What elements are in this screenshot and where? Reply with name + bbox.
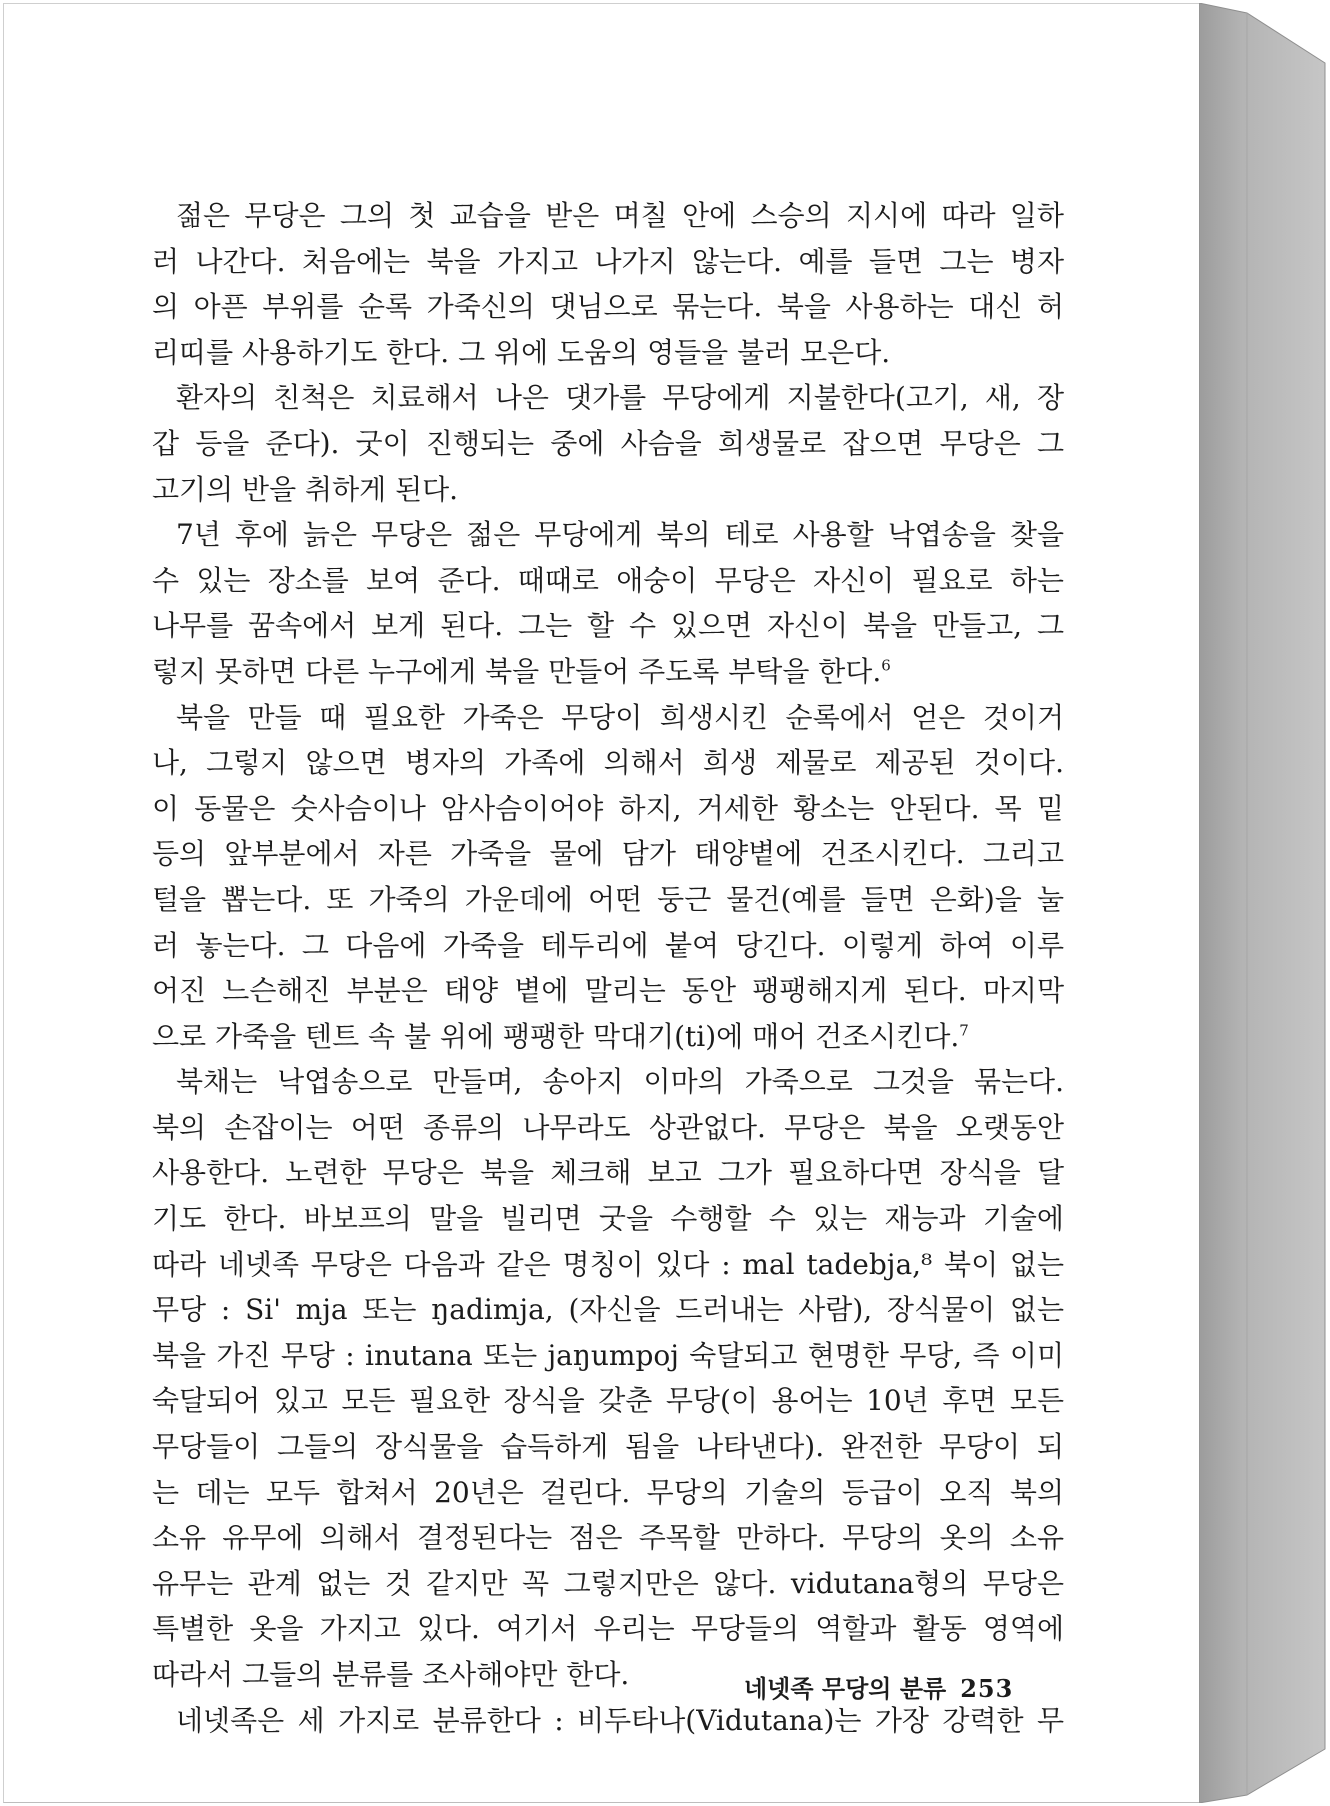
text-line: 이 동물은 숫사슴이나 암사슴이어야 하지, 거세한 황소는 안된다. 목 밑 [152,791,1064,825]
text-line: 털을 뽑는다. 또 가죽의 가운데에 어떤 둥근 물건(예를 들면 은화)을 눌 [152,882,1064,916]
book-edge [1199,3,1327,1803]
text-line: 수 있는 장소를 보여 준다. 때때로 애숭이 무당은 자신이 필요로 하는 [152,563,1064,597]
text-line: 소유 유무에 의해서 결정된다는 점은 주목할 만하다. 무당의 옷의 소유 [152,1521,1064,1555]
text-line: 사용한다. 노련한 무당은 북을 체크해 보고 그가 필요하다면 장식을 달 [152,1156,1064,1190]
text-line: 북을 만들 때 필요한 가죽은 무당이 희생시킨 순록에서 얻은 것이거 [176,700,1064,734]
text-line: 러 놓는다. 그 다음에 가죽을 테두리에 붙여 당긴다. 이렇게 하여 이루 [152,928,1064,962]
text-line: 리띠를 사용하기도 한다. 그 위에 도움의 영들을 불러 모은다. [152,335,891,369]
text-line: 숙달되어 있고 모든 필요한 장식을 갖춘 무당(이 용어는 10년 후면 모든 [152,1384,1064,1418]
page-number: 253 [960,1674,1014,1703]
text-line: 나무를 꿈속에서 보게 된다. 그는 할 수 있으면 자신이 북을 만들고, 그 [152,609,1064,643]
text-line: 젊은 무당은 그의 첫 교습을 받은 며칠 안에 스승의 지시에 따라 일하 [176,199,1064,232]
text-line: 나, 그렇지 않으면 병자의 가족에 의해서 희생 제물로 제공된 것이다. [152,746,1064,780]
paragraph [152,1698,1064,1744]
footnote-marker: 6 [881,656,891,675]
text-line: 러 나간다. 처음에는 북을 가지고 나가지 않는다. 예를 들면 그는 병자 [152,244,1064,278]
text-line: 환자의 친척은 치료해서 나은 댓가를 무당에게 지불한다(고기, 새, 장 [176,381,1064,415]
text-line: 특별한 옷을 가지고 있다. 여기서 우리는 무당들의 역할과 활동 영역에 [152,1612,1064,1646]
text-line: 어진 느슨해진 부분은 태양 볕에 말리는 동안 팽팽해지게 된다. 마지막 [152,974,1064,1008]
text-line: 네넷족은 세 가지로 분류한다 : 비두타나(Vidutana)는 가장 강력한 무 [176,1703,1064,1737]
body-text [152,193,1064,1743]
text-line: 등의 앞부분에서 자른 가죽을 물에 담가 태양볕에 건조시킨다. 그리고 [152,837,1064,871]
paragraph [152,193,1064,375]
text-line: 무당들이 그들의 장식물을 습득하게 됨을 나타낸다). 완전한 무당이 되 [152,1430,1064,1464]
page-footer [744,1669,1044,1704]
text-line: 의 아픈 부위를 순록 가죽신의 댓님으로 묶는다. 북을 사용하는 대신 허 [152,290,1064,324]
paragraph [152,1059,1064,1697]
text-line: 렇지 못하면 다른 누구에게 북을 만들어 주도록 부탁을 한다.$^6$ [152,654,891,688]
text-line: 고기의 반을 취하게 된다. [152,472,459,506]
paragraph [152,695,1064,1060]
text-line: 갑 등을 준다). 굿이 진행되는 중에 사슴을 희생물로 잡으면 무당은 그 [152,426,1064,460]
text-line: 따라서 그들의 분류를 조사해야만 한다. [152,1658,630,1691]
paragraph [152,512,1064,694]
text-line: 북을 가진 무당 : inutana 또는 jaŋumpoj 숙달되고 현명한 무당, 즉 이미 [152,1338,1064,1372]
text-line: 유무는 관계 없는 것 같지만 꼭 그렇지만은 않다. vidutana형의 무당은 [152,1566,1064,1600]
text-line: 7년 후에 늙은 무당은 젊은 무당에게 북의 테로 사용할 낙엽송을 찾을 [176,518,1064,552]
text-line: 북채는 낙엽송으로 만들며, 송아지 이마의 가죽으로 그것을 묶는다. [176,1065,1064,1099]
paragraph [152,375,1064,512]
text-line: 따라 네넷족 무당은 다음과 같은 명칭이 있다 : mal tadebja,⁸ 북이 없는 [152,1247,1064,1281]
text-line: 는 데는 모두 합쳐서 20년은 걸린다. 무당의 기술의 등급이 오직 북의 [152,1475,1064,1509]
text-line: 으로 가죽을 텐트 속 불 위에 팽팽한 막대기(ti)에 매어 건조시킨다.$^7$ [152,1019,969,1053]
footnote-marker: 7 [959,1021,969,1040]
book-page [3,3,1199,1803]
text-line: 기도 한다. 바보프의 말을 빌리면 굿을 수행할 수 있는 재능과 기술에 [152,1202,1064,1236]
running-title: 네넷족 무당의 분류 [744,1674,947,1703]
text-line: 북의 손잡이는 어떤 종류의 나무라도 상관없다. 무당은 북을 오랫동안 [152,1110,1064,1144]
text-line: 무당 : Si' mja 또는 ŋadimja, (자신을 드러내는 사람), 장식물이 없는 [152,1293,1064,1327]
